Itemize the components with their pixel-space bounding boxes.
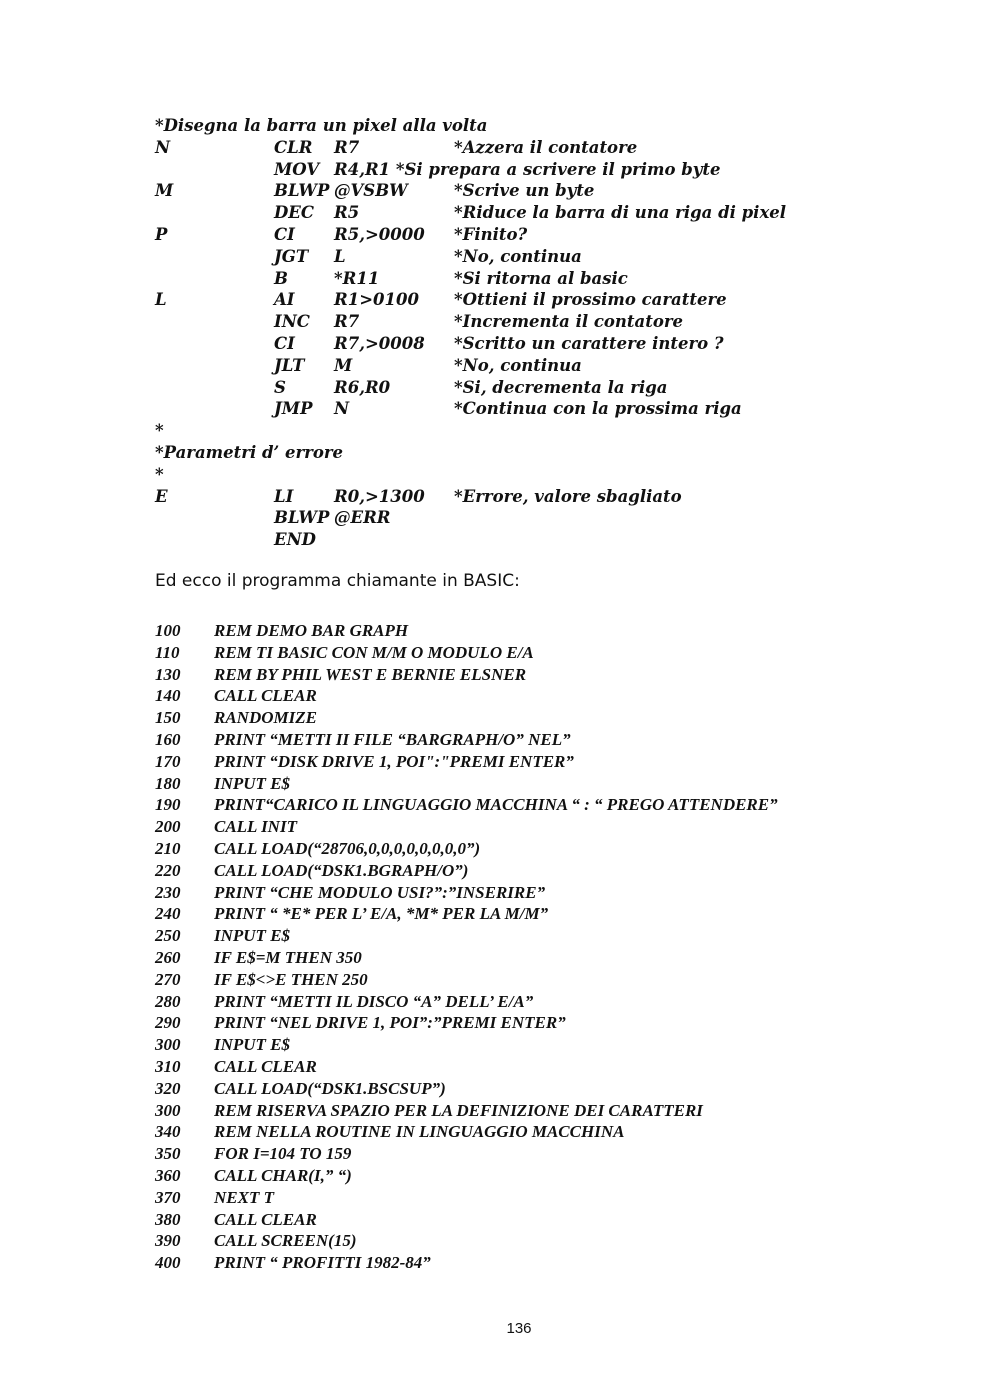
basic-line-number: 160	[155, 729, 181, 749]
basic-statement: IF E$<>E THEN 250	[214, 969, 368, 989]
asm-opcode: INC	[274, 312, 310, 332]
asm-operand: R7	[334, 137, 360, 157]
asm-comment-line: *	[155, 421, 164, 441]
basic-line-number: 380	[155, 1209, 181, 1229]
basic-line-number: 190	[155, 795, 181, 815]
basic-statement: PRINT “CHE MODULO USI?”:”INSERIRE”	[214, 882, 546, 902]
basic-statement: INPUT E$	[214, 926, 291, 946]
basic-statement: PRINT “NEL DRIVE 1, POI”:”PREMI ENTER”	[214, 1013, 566, 1033]
basic-line-number: 400	[155, 1253, 181, 1273]
basic-line-number: 180	[155, 773, 181, 793]
basic-line-number: 350	[155, 1144, 181, 1164]
basic-statement: CALL CLEAR	[214, 1209, 317, 1229]
basic-line-number: 340	[155, 1122, 181, 1142]
asm-opcode: CI	[274, 224, 295, 244]
basic-line-number: 100	[155, 621, 181, 640]
basic-line-number: 390	[155, 1231, 181, 1251]
asm-operand: R6,R0	[334, 377, 391, 397]
asm-comment: *Si, decrementa la riga	[454, 377, 668, 397]
asm-operand: N	[334, 399, 350, 419]
basic-line-number: 140	[155, 686, 181, 706]
basic-line-number: 250	[155, 926, 181, 946]
asm-operand: R4,R1 *Si prepara a scrivere il primo byte	[334, 159, 721, 179]
basic-statement: RANDOMIZE	[214, 708, 317, 728]
basic-statement: REM BY PHIL WEST E BERNIE ELSNER	[214, 664, 527, 684]
asm-label: M	[155, 181, 174, 201]
basic-line-number: 320	[155, 1078, 181, 1098]
asm-label: E	[155, 486, 168, 506]
asm-label: L	[155, 290, 167, 310]
asm-comment: *Finito?	[454, 224, 528, 244]
asm-opcode: S	[274, 377, 286, 397]
asm-operand: R5,>0000	[334, 224, 425, 244]
asm-opcode: JGT	[274, 246, 309, 266]
basic-statement: CALL LOAD(“DSK1.BGRAPH/O”)	[214, 860, 469, 880]
basic-line-number: 110	[155, 642, 180, 662]
asm-operand: R7,>0008	[334, 333, 425, 353]
asm-opcode: DEC	[274, 203, 315, 223]
basic-statement: CALL CHAR(I,” “)	[214, 1165, 352, 1185]
basic-line-number: 260	[155, 947, 181, 967]
asm-comment: *Errore, valore sbagliato	[454, 486, 682, 506]
basic-line-number: 370	[155, 1187, 181, 1207]
asm-comment: *No, continua	[454, 355, 582, 375]
basic-line-number: 230	[155, 882, 181, 902]
asm-operand: @VSBW	[334, 181, 408, 201]
basic-statement: PRINT “METTI IL DISCO “A” DELL’ E/A”	[214, 991, 534, 1011]
asm-opcode: B	[274, 268, 288, 288]
asm-comment: *Ottieni il prossimo carattere	[454, 290, 727, 310]
asm-comment: *Azzera il contatore	[454, 137, 638, 157]
basic-statement: INPUT E$	[214, 1035, 291, 1055]
asm-operand: R1>0100	[334, 290, 419, 310]
asm-opcode: CLR	[274, 137, 313, 157]
basic-statement: CALL INIT	[214, 817, 297, 837]
basic-statement: INPUT E$	[214, 773, 291, 793]
basic-line-number: 280	[155, 991, 181, 1011]
asm-operand: L	[334, 246, 346, 266]
basic-statement: PRINT “ *E* PER L’ E/A, *M* PER LA M/M”	[214, 904, 549, 924]
asm-operand: R7	[334, 312, 360, 332]
asm-comment: *Incrementa il contatore	[454, 312, 684, 332]
page-number: 136	[506, 1320, 532, 1337]
asm-comment: *Riduce la barra di una riga di pixel	[454, 203, 787, 223]
asm-comment-line: *Disegna la barra un pixel alla volta	[155, 116, 488, 135]
asm-comment-line: *Parametri d’ errore	[155, 442, 344, 462]
basic-statement: REM TI BASIC CON M/M O MODULO E/A	[214, 642, 534, 662]
asm-opcode: MOV	[274, 159, 320, 179]
asm-operand: @ERR	[334, 508, 391, 528]
asm-operand: M	[334, 355, 353, 375]
asm-opcode: BLWP	[274, 508, 330, 528]
basic-statement: FOR I=104 TO 159	[214, 1144, 352, 1164]
asm-operand: R5	[334, 203, 360, 223]
basic-statement: CALL SCREEN(15)	[214, 1231, 357, 1251]
basic-statement: CALL CLEAR	[214, 686, 317, 706]
asm-opcode: JLT	[274, 355, 305, 375]
basic-line-number: 130	[155, 664, 181, 684]
asm-operand: R0,>1300	[334, 486, 425, 506]
asm-opcode: AI	[274, 290, 295, 310]
asm-opcode: JMP	[274, 399, 313, 419]
basic-statement: PRINT “DISK DRIVE 1, POI":"PREMI ENTER”	[214, 751, 574, 771]
asm-comment: *Scritto un carattere intero ?	[454, 333, 724, 353]
intro-text: Ed ecco il programma chiamante in BASIC:	[155, 571, 520, 591]
basic-line-number: 360	[155, 1165, 181, 1185]
basic-line-number: 270	[155, 969, 181, 989]
basic-line-number: 210	[155, 838, 181, 858]
basic-line-number: 200	[155, 817, 181, 837]
asm-comment-line: *	[155, 464, 164, 484]
basic-statement: PRINT“CARICO IL LINGUAGGIO MACCHINA “ : “ PREGO ATTENDERE”	[214, 795, 778, 815]
asm-comment: *Continua con la prossima riga	[454, 399, 742, 419]
basic-line-number: 290	[155, 1013, 181, 1033]
basic-statement: REM NELLA ROUTINE IN LINGUAGGIO MACCHINA	[214, 1122, 625, 1142]
basic-statement: CALL LOAD(“28706,0,0,0,0,0,0,0,0”)	[214, 838, 481, 858]
basic-line-number: 170	[155, 751, 181, 771]
asm-operand: *R11	[334, 268, 380, 288]
basic-statement: NEXT T	[214, 1187, 274, 1207]
asm-opcode: CI	[274, 333, 295, 353]
basic-statement: PRINT “METTI II FILE “BARGRAPH/O” NEL”	[214, 729, 571, 749]
basic-statement: IF E$=M THEN 350	[214, 947, 362, 967]
basic-statement: REM RISERVA SPAZIO PER LA DEFINIZIONE DEI CARATTERI	[214, 1100, 703, 1120]
asm-comment: *No, continua	[454, 246, 582, 266]
asm-label: P	[155, 224, 168, 244]
basic-line-number: 150	[155, 708, 181, 728]
basic-statement: CALL CLEAR	[214, 1056, 317, 1076]
basic-statement: REM DEMO BAR GRAPH	[214, 621, 409, 640]
asm-opcode: END	[274, 530, 316, 550]
asm-label: N	[155, 137, 171, 157]
asm-comment: *Scrive un byte	[454, 181, 595, 201]
asm-comment: *Si ritorna al basic	[454, 268, 628, 288]
basic-line-number: 240	[155, 904, 181, 924]
asm-opcode: BLWP	[274, 181, 330, 201]
basic-statement: CALL LOAD(“DSK1.BSCSUP”)	[214, 1078, 446, 1098]
basic-line-number: 300	[155, 1100, 181, 1120]
basic-line-number: 220	[155, 860, 181, 880]
basic-statement: PRINT “ PROFITTI 1982-84”	[214, 1253, 431, 1273]
basic-line-number: 310	[155, 1056, 181, 1076]
asm-opcode: LI	[274, 486, 294, 506]
basic-line-number: 300	[155, 1035, 181, 1055]
